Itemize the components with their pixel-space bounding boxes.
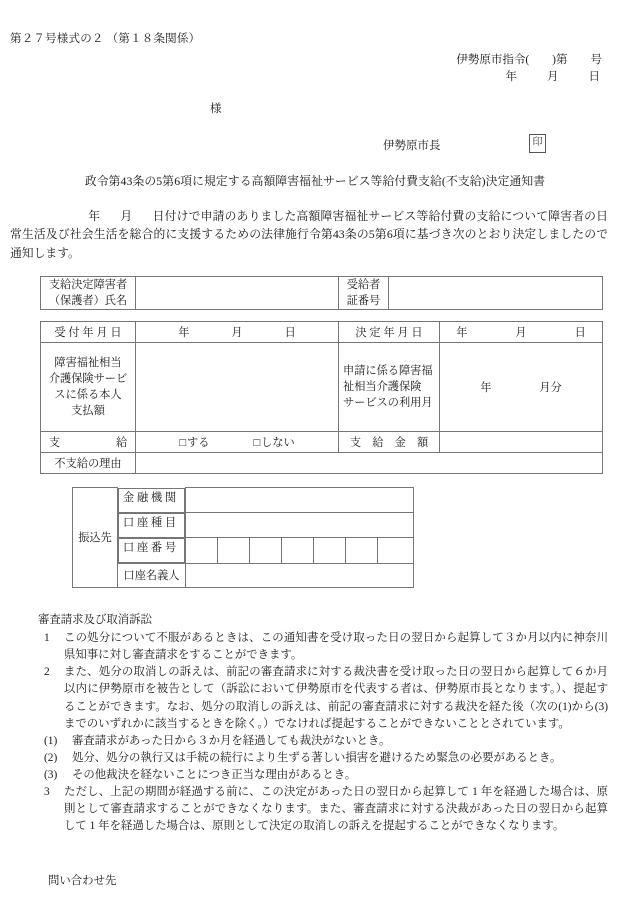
recipient-info-table [40, 276, 603, 310]
appeal-notice-heading: 審査請求及び取消訴訟 [38, 614, 152, 626]
label-decision-date: 決 定 年 月 日 [339, 322, 440, 343]
field-certificate-number[interactable] [389, 277, 603, 310]
decision-date-month: 月 [515, 327, 527, 339]
page-title: 政令第43条の5第6項に規定する高額障害福祉サービス等給付費支給(不支給)決定通知書 [84, 174, 546, 188]
table-row [73, 488, 414, 513]
notice-item [38, 630, 608, 664]
table-row [73, 513, 414, 538]
label-recipient-name-line2: （保護者）氏名 [48, 295, 128, 308]
field-account-number-digit[interactable] [218, 538, 250, 564]
label-account-number: 口 座 番 号 [118, 538, 185, 563]
label-self-payment-line4: 支払額 [71, 405, 105, 418]
decision-date-day: 日 [574, 327, 586, 339]
notice-item-text: この処分について不服があるときは、この通知書を受け取った日の翌日から起算して３か月以内に神奈川県知事に対し審査請求をすることができます。 [64, 632, 608, 662]
issue-date-year: 年 [505, 71, 517, 83]
notice-item [38, 664, 608, 732]
notice-item-text: その他裁決を経ないことにつき正当な理由があるとき。 [72, 768, 357, 781]
label-certificate-number-line2: 証番号 [346, 295, 381, 308]
label-account-holder: 口座名義人 [118, 563, 186, 587]
label-payment: 支 給 [41, 432, 136, 453]
label-usage-month-line2: 祉相当介護保険 [343, 380, 422, 393]
notice-item [38, 733, 608, 750]
table-row-dates [41, 322, 603, 343]
field-account-number-digit[interactable] [186, 538, 218, 564]
field-self-payment[interactable] [136, 343, 339, 432]
appeal-notice [38, 612, 608, 835]
addressee-honorific: 様 [210, 103, 222, 115]
field-account-type[interactable] [186, 513, 414, 538]
field-decision-date[interactable] [440, 322, 603, 343]
table-row [73, 538, 414, 564]
decision-detail-table [40, 321, 603, 474]
notice-item-number: 2 [44, 666, 50, 679]
notice-item [38, 750, 608, 767]
table-row-reason [41, 453, 603, 474]
field-account-number-digit[interactable] [378, 538, 414, 564]
usage-month-month: 月分 [539, 382, 562, 394]
notice-item-text: 処分、処分の執行又は手続の続行により生ずる著しい損害を避けるため緊急の必要があるとき。 [72, 751, 562, 764]
label-self-payment-line1: 障害福祉相当 [54, 356, 122, 369]
body-paragraph [10, 207, 608, 262]
decision-date-year: 年 [456, 327, 468, 339]
label-certificate-number-line1: 受給者 [346, 279, 381, 291]
seal-icon: 印 [529, 134, 546, 153]
label-self-payment [41, 343, 136, 432]
issue-date [506, 68, 603, 84]
notice-item-number: 3 [44, 786, 50, 799]
label-bank-transfer: 振込先 [73, 488, 118, 588]
field-financial-institution[interactable] [186, 488, 414, 513]
issue-date-day: 日 [588, 71, 600, 83]
field-account-holder[interactable] [186, 563, 414, 587]
label-usage-month [339, 343, 440, 432]
contact-label: 問い合わせ先 [48, 875, 117, 887]
field-account-number-digit[interactable] [314, 538, 346, 564]
label-certificate-number [339, 277, 389, 310]
notice-item-text: ただし、上記の期間が経過する前に、この決定があった日の翌日から起算して 1 年を経過した場合は、原則として審査請求することができなくなります。また、審査請求に対する決裁があった日の翌日から起算して 1 年を経過した場合は、原則として決定の取消しの訴えを提起することができなくなります。 [64, 786, 608, 833]
form-number: 第２７号様式の２ （第１８条関係） [10, 33, 201, 45]
notice-item [38, 767, 608, 784]
label-account-type: 口 座 種 目 [118, 513, 185, 538]
field-recipient-name[interactable] [136, 277, 339, 310]
label-reception-date: 受 付 年 月 日 [41, 322, 136, 343]
field-payment-choice[interactable] [136, 432, 339, 453]
notice-item-text: また、処分の取消しの訴えは、前記の審査請求に対する裁決書を受け取った日の翌日から起算して６か月以内に伊勢原市を被告として（訴訟において伊勢原市を代表する者は、伊勢原市長となります。）、提起することができます。なお、処分の取消しの訴えは、前記の審査請求に対する裁決を経た後（次の(1)から(3)までのいずれかに該当するときを除く。）でなければ提起することができないこととされています。 [64, 666, 608, 730]
issue-date-month: 月 [547, 71, 559, 83]
checkbox-pay-no[interactable]: □ しない [253, 434, 294, 450]
notice-item-number: (2) [44, 751, 58, 764]
field-nonpayment-reason[interactable] [136, 453, 603, 474]
table-row [41, 277, 603, 310]
notice-item-number: (3) [44, 768, 58, 781]
field-account-number-digit[interactable] [346, 538, 378, 564]
checkbox-pay-yes[interactable]: □ する [179, 434, 209, 450]
label-recipient-name-line1: 支給決定障害者 [48, 279, 128, 291]
label-payment-amount: 支 給 金 額 [339, 432, 440, 453]
body-text: 日付けで申請のありました高額障害福祉サービス等給付費の支給について障害者の日常生活及び社会生活を総合的に支援するための法律施行令第43条の5第6項に基づき次のとおり決定しましたので通知します。 [10, 209, 608, 260]
reception-date-month: 月 [231, 327, 243, 339]
field-usage-month[interactable] [440, 343, 603, 432]
body-year: 年 [88, 209, 101, 223]
label-self-payment-line2: 介護保険サービ [48, 372, 128, 385]
table-row-self-payment [41, 343, 603, 432]
label-usage-month-line3: サービスの利用月 [343, 397, 433, 410]
notice-item-number: (1) [44, 734, 58, 747]
body-month: 月 [120, 209, 133, 223]
usage-month-year: 年 [480, 382, 492, 394]
label-financial-institution: 金 融 機 関 [118, 488, 185, 513]
bank-transfer-table [72, 487, 414, 588]
label-self-payment-line3: スに係る本人 [54, 389, 122, 401]
document-number: 伊勢原市指令( )第 号 [456, 54, 602, 66]
field-account-number-digit[interactable] [282, 538, 314, 564]
label-nonpayment-reason: 不支給の理由 [41, 453, 136, 474]
reception-date-year: 年 [178, 327, 190, 339]
notice-item [38, 784, 608, 835]
field-account-number-digit[interactable] [250, 538, 282, 564]
notice-item-text: 審査請求があった日から３か月を経過しても裁決がないとき。 [72, 734, 391, 747]
reception-date-day: 日 [284, 327, 296, 339]
table-row [73, 563, 414, 587]
issuer-name: 伊勢原市長 [383, 140, 441, 152]
table-row-payment [41, 432, 603, 453]
field-reception-date[interactable] [136, 322, 339, 343]
notice-item-number: 1 [44, 632, 50, 645]
label-recipient-name [41, 277, 136, 310]
field-payment-amount[interactable] [440, 432, 603, 453]
label-usage-month-line1: 申請に係る障害福 [343, 364, 433, 377]
